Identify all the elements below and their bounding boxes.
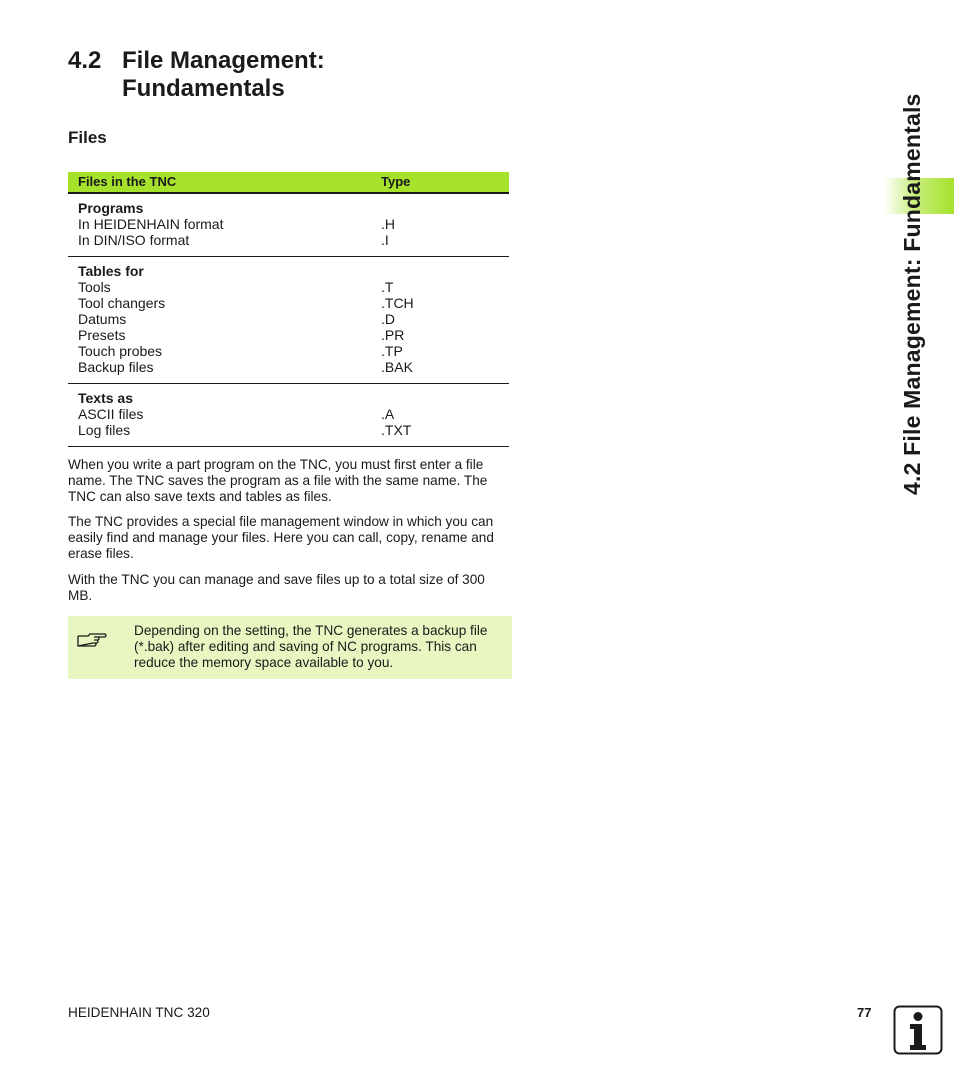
file-type: .BAK [381,359,413,375]
file-name: Presets [78,327,126,343]
table-row [68,384,509,447]
file-name: Touch probes [78,343,163,359]
paragraph-file-intro: When you write a part program on the TNC, you must first enter a file name. The TNC saves the program as a file with the same name. The TNC can also save texts and tables as files. [68,457,488,504]
file-type: .TP [381,343,403,359]
file-name: Datums [78,311,127,327]
file-type: .A [381,406,395,422]
file-name: Tools [78,279,111,295]
table-cell-names [68,384,381,447]
file-type: .I [381,232,389,248]
table-header-row [68,172,509,193]
chapter-title-line2: Fundamentals [122,75,285,102]
sidebar-chapter-label-text: 4.2 File Management: Fundamentals [899,93,925,495]
column-header-type: Type [381,172,509,193]
file-name: In HEIDENHAIN format [78,216,224,232]
table-row [68,257,509,384]
table-cell-names [68,193,381,257]
table-cell-types [381,384,509,447]
column-header-files: Files in the TNC [68,172,381,193]
section-title: Files [68,128,107,147]
file-type: .TCH [381,295,414,311]
table-cell-types [381,193,509,257]
table-cell-names [68,257,381,384]
file-types-table [68,172,509,447]
file-type: .T [381,279,394,295]
file-type: .PR [381,327,405,343]
paragraph-storage-size: With the TNC you can manage and save files up to a total size of 300 MB. [68,572,485,603]
file-name: ASCII files [78,406,144,422]
file-name: Log files [78,422,131,438]
group-heading: Texts as [78,390,133,406]
file-name: Tool changers [78,295,166,311]
paragraph-file-management-window: The TNC provides a special file management window in which you can easily find and manage your files. Here you can call, copy, rename and erase files. [68,514,494,561]
file-name: Backup files [78,359,154,375]
page-number: 77 [857,1005,872,1020]
chapter-title [68,47,325,103]
table-row [68,193,509,257]
file-type: .TXT [381,422,412,438]
file-type: .D [381,311,395,327]
pointing-hand-icon [76,626,108,654]
file-name: In DIN/ISO format [78,232,190,248]
chapter-title-line1: File Management: [122,47,325,74]
note-text: Depending on the setting, the TNC generates a backup file (*.bak) after editing and saving of NC programs. This can reduce the memory space available to you. [134,623,488,670]
info-icon [893,1005,943,1055]
group-heading: Tables for [78,263,144,279]
group-heading: Programs [78,200,144,216]
file-type: .H [381,216,395,232]
chapter-number: 4.2 [68,47,102,74]
note-box [68,616,512,679]
table-cell-types [381,257,509,384]
footer-product: HEIDENHAIN TNC 320 [68,1005,210,1020]
